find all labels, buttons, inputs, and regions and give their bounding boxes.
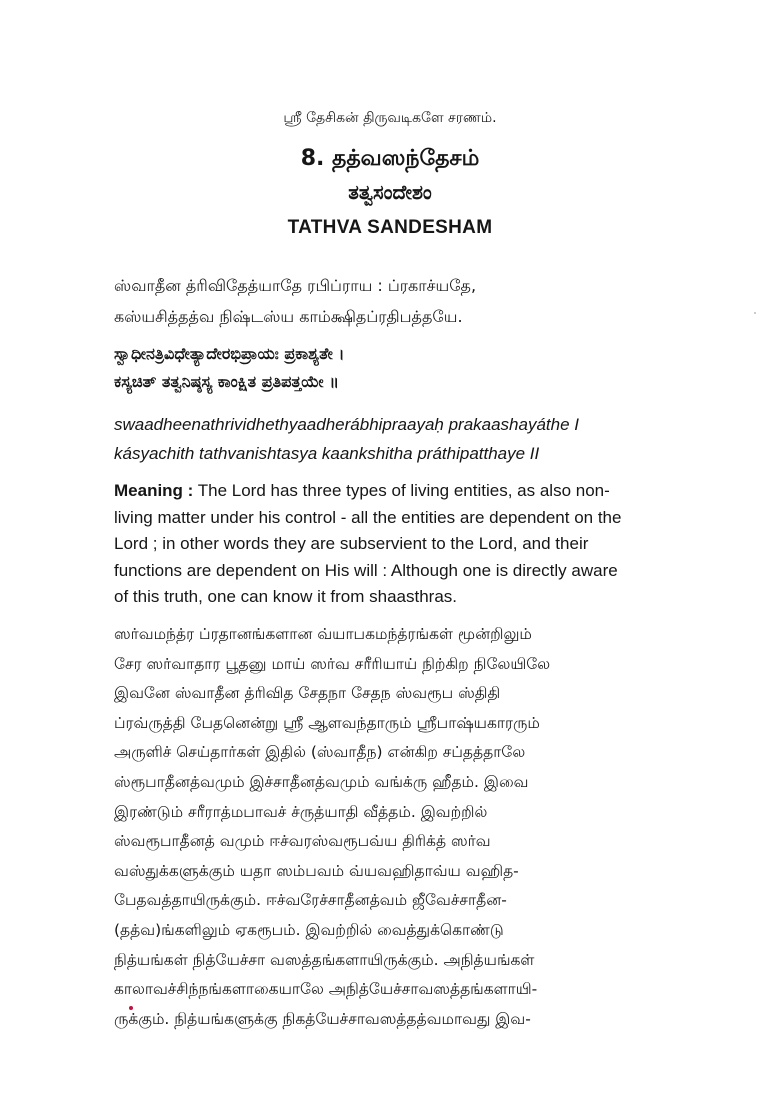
commentary-line: அருளிச் செய்தார்கள் இதில் (ஸ்வாதீந) என்கிற சப்தத்தாலே <box>114 743 526 762</box>
commentary-line: இரண்டும் சரீராத்மபாவச் ச்ருத்யாதி வீத்தம். இவற்றில் <box>114 802 488 821</box>
commentary-line: இவனே ஸ்வாதீன த்ரிவித சேதநா சேதந ஸ்வரூப ஸ்திதி <box>114 684 501 703</box>
commentary-line: ஸ்வரூபாதீனத் வமும் ஈச்வரஸ்வரூபவ்ய திரிக்த் ஸர்வ <box>114 832 491 851</box>
commentary-line: வஸ்துக்களுக்கும் யதா ஸம்பவம் வ்யவஹிதாவ்ய வஹித- <box>114 861 519 880</box>
meaning-line: functions are dependent on His will : Although one is directly aware <box>114 560 618 580</box>
meaning-line: of this truth, one can know it from shaasthras. <box>114 587 457 606</box>
meaning-line <box>114 478 664 505</box>
commentary-line: ருக்கும். நித்யங்களுக்கு நிகத்யேச்சாவஸத்தத்வமாவது இவ- <box>114 1009 531 1028</box>
chapter-title-english: TATHVA SANDESHAM <box>287 217 493 238</box>
meaning-text: The Lord has three types of living entities, as also non- <box>193 481 610 500</box>
meaning-line: Lord ; in other words they are subservient to the Lord, and their <box>114 534 589 553</box>
commentary-line: (தத்வ)ங்களிலும் ஏகரூபம். இவற்றில் வைத்துக்கொண்டு <box>114 920 504 939</box>
verse-transliteration <box>114 410 664 468</box>
chapter-title-tamil: 8. தத்வஸந்தேசம் <box>300 146 480 171</box>
verse-kannada <box>114 340 664 396</box>
verse-tamil-line: கஸ்யசித்தத்வ நிஷ்டஸ்ய காம்க்ஷிதப்ரதிபத்தயே. <box>114 307 463 326</box>
commentary-paragraph <box>114 620 664 1034</box>
commentary-line: சேர ஸர்வாதார பூதனு மாய் ஸர்வ சரீரியாய் நிற்கிற நிலேயிலே <box>114 654 551 673</box>
meaning-line: living matter under his control - all the entities are dependent on the <box>114 507 622 527</box>
verse-kannada-line: ಕಸ್ಯಚಿತ್ ತತ್ವನಿಷ್ಠಸ್ಯ ಕಾಂಕ್ಷಿತ ಪ್ರತಿಪತ್ತಯೇ ॥ <box>114 372 339 391</box>
commentary-line: ஸ்ரூபாதீனத்வமும் இச்சாதீனத்வமும் வங்க்ரு ஹீதம். இவை <box>114 772 529 791</box>
transliteration-line: kásyachith tathvanishtasya kaankshitha práthipatthaye II <box>114 444 540 463</box>
ink-speck <box>129 1006 133 1010</box>
meaning-paragraph <box>114 478 664 611</box>
commentary-line: நித்யங்கள் நித்யேச்சா வஸத்தங்களாயிருக்கும். அநித்யங்கள் <box>114 950 535 969</box>
commentary-line: ஸர்வமந்த்ர ப்ரதானங்களான வ்யாபகமந்த்ரங்கள் மூன்றிலும் <box>114 625 532 643</box>
margin-dot <box>754 312 756 314</box>
verse-tamil-line: ஸ்வாதீன த்ரிவிதேத்யாதே ரபிப்ராய : ப்ரகாச்யதே, <box>114 276 477 295</box>
transliteration-line: swaadheenathrividhethyaadherábhipraayaḥ prakaashayáthe I <box>114 415 580 434</box>
chapter-title-kannada: ತತ್ವಸಂದೇಶಂ <box>348 180 432 204</box>
commentary-line: பேதவத்தாயிருக்கும். ஈச்வரேச்சாதீனத்வம் ஜீவேச்சாதீன- <box>114 891 507 910</box>
verse-tamil <box>114 270 664 332</box>
commentary-line: காலாவச்சிந்நங்களாகையாலே அநித்யேச்சாவஸத்தங்களாயி- <box>114 980 538 999</box>
verse-kannada-line: ಸ್ವಾಧೀನತ್ರಿವಿಧೇತ್ಯಾದೇರಭಿಪ್ರಾಯಃ ಪ್ರಕಾಶ್ಯತೇ । <box>114 344 345 363</box>
invocation-line: ஸ்ரீ தேசிகன் திருவடிகளே சரணம். <box>283 110 497 126</box>
meaning-label: Meaning : <box>114 481 194 500</box>
commentary-line: ப்ரவ்ருத்தி பேதனென்று ஸ்ரீ ஆளவந்தாரும் ஸ்ரீபாஷ்யகாரரும் <box>114 713 540 732</box>
